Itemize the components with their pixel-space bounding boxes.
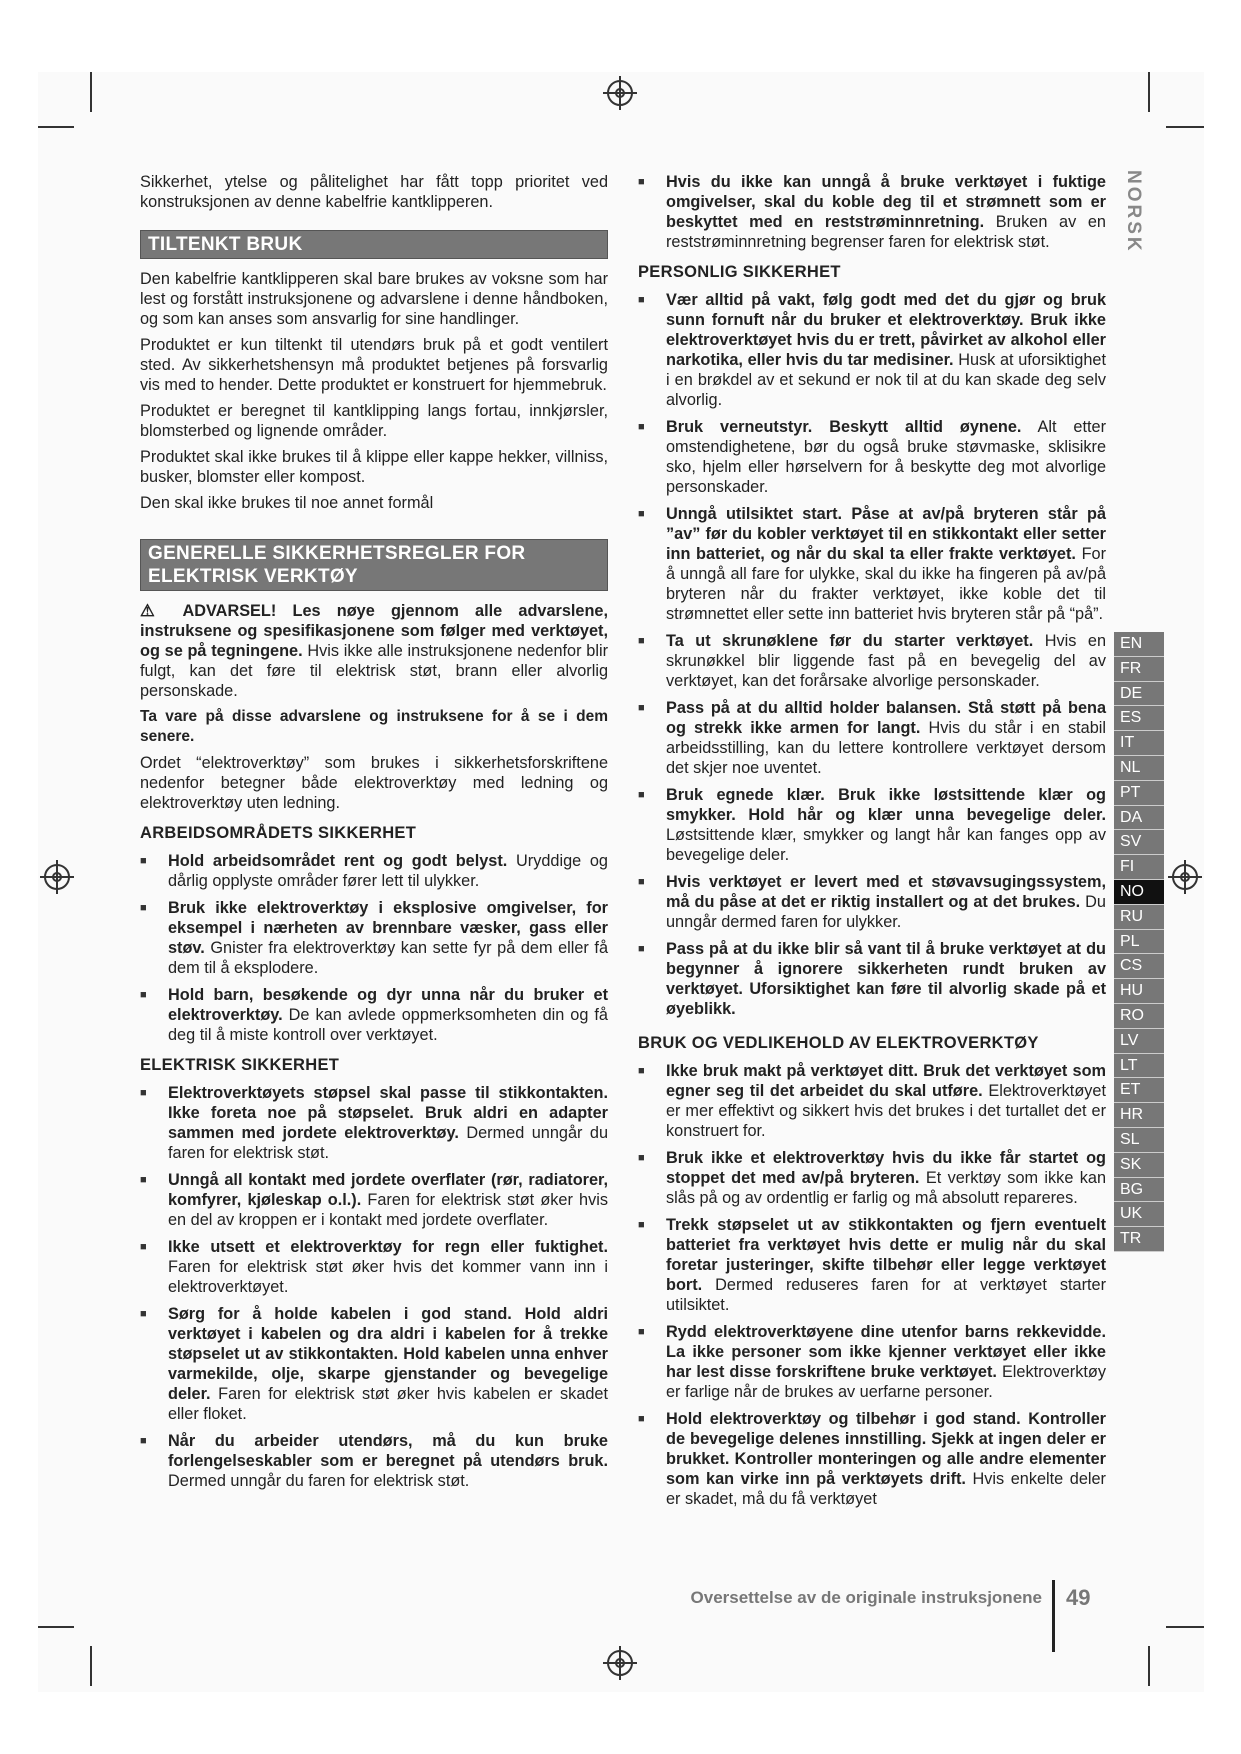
list-item-text: Husk at uforsiktighet i en brøkdel av et sekund er nok til at du kan skade deg selv alvorlig.: [666, 351, 1106, 409]
crop-mark: [1166, 1626, 1204, 1628]
list-item-bold: Bruk ikke et elektroverktøy hvis du ikke får startet og stoppet det med av/på bryteren.: [666, 1149, 1106, 1187]
personal-list: [638, 290, 1106, 1019]
language-tab-tr[interactable]: TR: [1114, 1227, 1164, 1252]
list-item-text: Faren for elektrisk støt øker hvis det kommer vann inn i elektroverktøyet.: [168, 1258, 608, 1296]
side-language-label: [1118, 170, 1152, 260]
list-item-bold: Når du arbeider utendørs, må du kun bruke forlengelseskabler som er beregnet på utendørs bruk.: [168, 1432, 608, 1470]
list-item: [638, 1322, 1106, 1402]
list-item-text: Gnister fra elektroverktøy kan sette fyr på dem eller få dem til å eksplodere.: [168, 939, 608, 977]
list-item: [638, 872, 1106, 932]
language-tab-lv[interactable]: LV: [1114, 1029, 1164, 1054]
list-item-text: Hvis enkelte deler er skadet, må du få verktøyet: [666, 1470, 1106, 1508]
intro-paragraph: Sikkerhet, ytelse og pålitelighet har fått topp prioritet ved konstruksjonen av denne kabelfrie kantklipperen.: [140, 173, 608, 211]
language-tab-nl[interactable]: NL: [1114, 756, 1164, 781]
registration-mark-icon: [607, 80, 633, 106]
warning-bold-text: ADVARSEL! Les nøye gjennom alle advarslene, instruksene og spesifikasjonene som følger med verktøyet, og se på tegningene.: [140, 602, 608, 660]
footer-divider: [1052, 1580, 1055, 1652]
intended-use-paragraph: Produktet skal ikke brukes til å klippe eller kappe hekker, villniss, busker, blomster eller kompost.: [140, 448, 608, 486]
list-item: [638, 631, 1106, 691]
list-item-bold: Ikke utsett et elektroverktøy for regn eller fuktighet.: [168, 1238, 608, 1256]
language-tab-bg[interactable]: BG: [1114, 1178, 1164, 1203]
section-heading-general-safety: GENERELLE SIKKERHETSREGLER FOR ELEKTRISK VERKTØY: [140, 539, 608, 591]
list-item: [140, 1237, 608, 1297]
right-column: [638, 172, 1106, 1516]
list-item: [638, 417, 1106, 497]
list-item: [638, 698, 1106, 778]
keep-note: Ta vare på disse advarslene og instruksene for å se i dem senere.: [140, 708, 608, 745]
warning-icon: ⚠: [140, 602, 167, 620]
list-item-text: Bruken av en reststrøminnretning begrenser faren for elektrisk støt.: [666, 213, 1106, 251]
intended-use-paragraph: Den skal ikke brukes til noe annet formål: [140, 494, 434, 512]
list-item-bold: Elektroverktøyets støpsel skal passe til stikkontakten. Ikke foreta noe på støpselet. Bruk aldri en adapter sammen med jordete elektroverktøy.: [168, 1084, 608, 1142]
list-item-text: Faren for elektrisk støt øker hvis kabelen er skadet eller floket.: [168, 1385, 609, 1423]
list-item: [638, 172, 1106, 252]
maintenance-list: [638, 1061, 1106, 1509]
list-item-bold: Vær alltid på vakt, følg godt med det du gjør og bruk sunn fornuft når du bruker et elektroverktøy. Bruk ikke elektroverktøyet hvis du er trett, påvirket av alkohol eller narkotika, eller hvis du tar medisiner.: [666, 291, 1106, 369]
list-item-text: Hvis du står i en stabil arbeidsstilling, kan du lettere kontrollere verktøyet dersom det skjer noe uventet.: [666, 719, 1106, 777]
crop-mark: [38, 1626, 74, 1628]
list-item: [140, 985, 608, 1045]
list-item: [140, 1431, 608, 1491]
side-language-text: NORSK: [1123, 170, 1144, 254]
language-tab-sv[interactable]: SV: [1114, 830, 1164, 855]
list-item-bold: Rydd elektroverktøyene dine utenfor barns rekkevidde. La ikke personer som ikke kjenner verktøyet eller ikke har lest disse forskriftene bruke verktøyet.: [666, 1323, 1106, 1381]
language-tab-no[interactable]: NO: [1114, 880, 1164, 905]
list-item: [638, 1215, 1106, 1315]
list-item-text: Dermed unngår du faren for elektrisk støt.: [168, 1124, 608, 1162]
list-item: [638, 939, 1106, 1019]
intended-use-paragraph: Produktet er beregnet til kantklipping langs fortau, innkjørsler, blomsterbed og lignende områder.: [140, 402, 608, 440]
list-item: [140, 1304, 608, 1424]
language-tab-sl[interactable]: SL: [1114, 1128, 1164, 1153]
crop-mark: [1148, 1646, 1150, 1686]
warning-text: Hvis ikke alle instruksjonene nedenfor blir fulgt, kan det føre til elektrisk støt, brann eller alvorlig personskade.: [140, 642, 608, 700]
language-tab-lt[interactable]: LT: [1114, 1054, 1164, 1079]
list-item-bold: Pass på at du ikke blir så vant til å bruke verktøyet at du begynner å ignorere sikkerheten rundt bruken av verktøyet. Uforsiktighet kan føre til alvorlig skade på et øyeblikk.: [666, 940, 1106, 1018]
language-tab-hu[interactable]: HU: [1114, 979, 1164, 1004]
list-item-bold: Hvis du ikke kan unngå å bruke verktøyet i fuktige omgivelser, skal du koble deg til et strømnett som er beskyttet med en reststrøminnretning.: [666, 173, 1106, 231]
top-list: [638, 172, 1106, 252]
left-column: [140, 172, 608, 1498]
language-tab-ro[interactable]: RO: [1114, 1004, 1164, 1029]
list-item-bold: Hold elektroverktøy og tilbehør i god stand. Kontroller de bevegelige delenes innstilling. Sjekk at ingen deler er brukket. Kontroller monteringen og alle andre elementer som kan virke inn på verktøyets drift.: [666, 1410, 1106, 1488]
list-item-text: Dermed unngår du faren for elektrisk støt.: [168, 1472, 470, 1490]
subheading-personal: PERSONLIG SIKKERHET: [638, 263, 841, 281]
language-tab-hr[interactable]: HR: [1114, 1103, 1164, 1128]
list-item: [638, 1148, 1106, 1208]
list-item: [140, 1170, 608, 1230]
language-tab-it[interactable]: IT: [1114, 731, 1164, 756]
list-item-text: Du unngår dermed faren for ulykker.: [666, 893, 1106, 931]
list-item-bold: Unngå utilsiktet start. Påse at av/på bryteren står på ”av” før du kobler verktøyet til en stikkontakt eller setter inn batteriet, og når du skal ta eller frakte verktøyet.: [666, 505, 1106, 563]
registration-mark-icon: [44, 864, 70, 890]
list-item-bold: Bruk egnede klær. Bruk ikke løstsittende klær og smykker. Hold hår og klær unna bevegelige deler.: [666, 786, 1106, 824]
crop-mark: [90, 1646, 92, 1686]
list-item-bold: Bruk verneutstyr. Beskytt alltid øynene.: [666, 418, 1022, 436]
list-item-text: Et verktøy som ikke kan slås på og av ordentlig er farlig og må absolutt repareres.: [666, 1169, 1106, 1207]
language-tab-fi[interactable]: FI: [1114, 855, 1164, 880]
language-tab-pt[interactable]: PT: [1114, 781, 1164, 806]
list-item-bold: Sørg for å holde kabelen i god stand. Hold aldri verktøyet i kabelen og dra aldri i kabelen for å trekke støpselet ut av stikkontakten. Hold kabelen unna enhver varmekilde, olje, skarpe gjenstander og bevegelige deler.: [168, 1305, 608, 1403]
crop-mark: [1148, 72, 1150, 112]
language-tab-cs[interactable]: CS: [1114, 954, 1164, 979]
subheading-electrical: ELEKTRISK SIKKERHET: [140, 1056, 340, 1074]
electrical-list: [140, 1083, 608, 1491]
list-item-text: Alt etter omstendighetene, bør du også bruke støvmaske, sklisikre sko, hjelm eller hørselvern for å beskytte deg mot alvorlige personskader.: [666, 418, 1106, 496]
list-item: [140, 898, 608, 978]
language-tab-de[interactable]: DE: [1114, 682, 1164, 707]
list-item-text: Dermed reduseres faren for at verktøyet starter utilsiktet.: [666, 1276, 1106, 1314]
list-item-text: Elektroverktøy er farlige når de brukes av uerfarne personer.: [666, 1363, 1106, 1401]
language-tab-uk[interactable]: UK: [1114, 1202, 1164, 1227]
section-heading-intended-use: TILTENKT BRUK: [140, 230, 608, 259]
language-tab-da[interactable]: DA: [1114, 806, 1164, 831]
registration-mark-icon: [1172, 864, 1198, 890]
list-item-text: Uryddige og dårlig opplyste områder fører lett til ulykker.: [168, 852, 608, 890]
registration-mark-icon: [607, 1650, 633, 1676]
intended-use-paragraph: Den kabelfrie kantklipperen skal bare brukes av voksne som har lest og forstått instruksjonene og advarslene i denne håndboken, og som kan anses som ansvarlig for sine handlinger.: [140, 270, 608, 328]
list-item: [638, 785, 1106, 865]
language-tab-pl[interactable]: PL: [1114, 930, 1164, 955]
page-number: 49: [1066, 1585, 1091, 1610]
list-item-text: Elektroverktøyet er mer effektivt og sikkert hvis det brukes i det turtallet det er konstruert for.: [666, 1082, 1106, 1140]
list-item-text: Hvis en skrunøkkel blir liggende fast på en bevegelig del av verktøyet, kan det forårsake alvorlige personskader.: [666, 632, 1106, 690]
footer-text: Oversettelse av de originale instruksjonene: [690, 1588, 1042, 1607]
subheading-maintenance: BRUK OG VEDLIKEHOLD AV ELEKTROVERKTØY: [638, 1034, 1039, 1052]
crop-mark: [90, 72, 92, 112]
list-item: [140, 1083, 608, 1163]
language-tab-et[interactable]: ET: [1114, 1078, 1164, 1103]
crop-mark: [1166, 126, 1204, 128]
list-item-bold: Ikke bruk makt på verktøyet ditt. Bruk det verktøyet som egner seg til det arbeidet du skal utføre.: [666, 1062, 1106, 1100]
list-item-text: Faren for elektrisk støt øker hvis en del av kroppen er i kontakt med jordete overflater.: [168, 1191, 608, 1229]
language-tab-ru[interactable]: RU: [1114, 905, 1164, 930]
list-item-text: Løstsittende klær, smykker og langt hår kan fanges opp av bevegelige deler.: [666, 826, 1106, 864]
list-item-bold: Hvis verktøyet er levert med et støvavsugingssystem, må du påse at det er riktig installert og at det brukes.: [666, 873, 1106, 911]
list-item: [638, 504, 1106, 624]
warning-paragraph: [140, 601, 608, 701]
list-item-text: De kan avlede oppmerksomheten din og få deg til å miste kontroll over verktøyet.: [168, 1006, 608, 1044]
list-item-text: For å unngå all fare for ulykke, skal du ikke ha fingeren på av/på bryteren når du frakter verktøyet, ikke koble det til strømnettet eller sette inn batteriet hvis bryteren står på “på”.: [666, 545, 1106, 623]
intended-use-paragraph: Produktet er kun tiltenkt til utendørs bruk på et godt ventilert sted. Av sikkerhetshensyn må produktet betjenes på forsvarlig vis med to hender. Dette produktet er konstruert for hjemmebruk.: [140, 336, 608, 394]
list-item: [140, 851, 608, 891]
language-tab-en[interactable]: EN: [1114, 632, 1164, 657]
definition-paragraph: Ordet “elektroverktøy” som brukes i sikkerhetsforskriftene nedenfor betegner både elektroverktøy med ledning og elektroverktøy uten ledning.: [140, 754, 608, 812]
language-tab-bar: [1114, 632, 1164, 1252]
subheading-work-area: ARBEIDSOMRÅDETS SIKKERHET: [140, 824, 417, 842]
work-area-list: [140, 851, 608, 1045]
list-item-bold: Pass på at du alltid holder balansen. Stå støtt på bena og strekk ikke armen for langt.: [666, 699, 1106, 737]
list-item-bold: Hold arbeidsområdet rent og godt belyst.: [168, 852, 508, 870]
list-item-bold: Trekk støpselet ut av stikkontakten og fjern eventuelt batteriet fra verktøyet hvis dette er mulig når du skal foretar justeringer, skifte tilbehør eller legge verktøyet bort.: [666, 1216, 1106, 1294]
list-item: [638, 290, 1106, 410]
language-tab-fr[interactable]: FR: [1114, 657, 1164, 682]
list-item-bold: Ta ut skrunøklene før du starter verktøyet.: [666, 632, 1034, 650]
list-item-bold: Unngå all kontakt med jordete overflater (rør, radiatorer, komfyrer, kjøleskap o.l.).: [168, 1171, 608, 1209]
language-tab-sk[interactable]: SK: [1114, 1153, 1164, 1178]
crop-mark: [38, 126, 74, 128]
language-tab-es[interactable]: ES: [1114, 706, 1164, 731]
list-item: [638, 1409, 1106, 1509]
list-item-bold: Hold barn, besøkende og dyr unna når du bruker et elektroverktøy.: [168, 986, 608, 1024]
list-item: [638, 1061, 1106, 1141]
list-item-bold: Bruk ikke elektroverktøy i eksplosive omgivelser, for eksempel i nærheten av brennbare væsker, gass eller støv.: [168, 899, 608, 957]
